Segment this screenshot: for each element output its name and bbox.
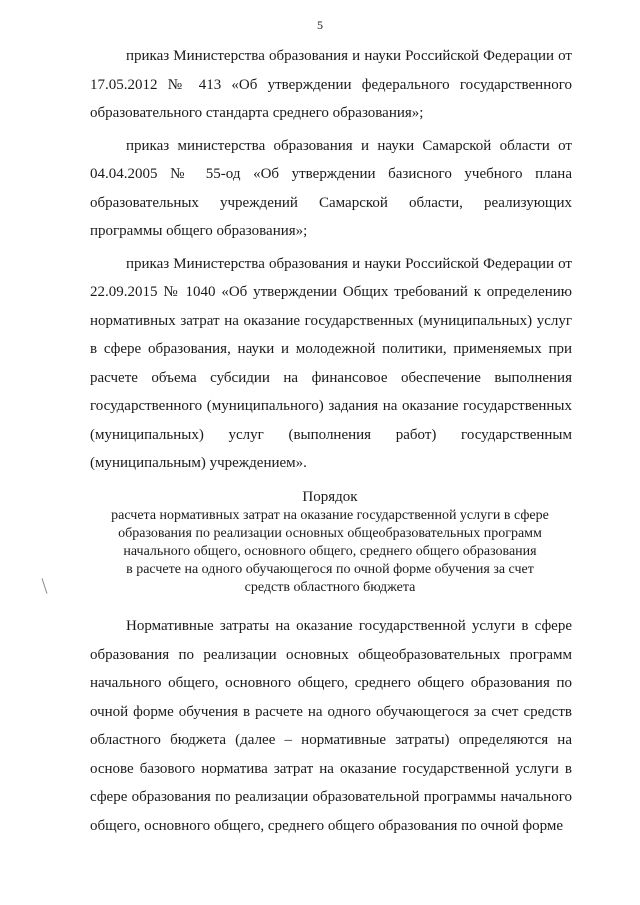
margin-mark [42,578,48,594]
section-subtitle: расчета нормативных затрат на оказание государственной услуги в сфере образования по реализации основных общеобразовательных программ начального общего, основного общего, среднего общего образования в расчете на одного обучающегося по очной форме обучения за счет средств областного бюджета [111,508,549,595]
reference-paragraph: приказ Министерства образования и науки Российской Федерации от 17.05.2012 № 413 «Об утверждении федерального государственного образовательного стандарта среднего образования»; [90,48,572,121]
body-paragraph: Нормативные затраты на оказание государственной услуги в сфере образования по реализации основных общеобразовательных программ начального общего, основного общего, среднего общего образования по очной форме обучения в расчете на одного обучающегося за счет средств областного бюджета (далее – нормативные затраты) определяются на основе базового норматива затрат на оказание государственной услуги в сфере образования по реализации образовательной программы начального общего, основного общего, среднего общего образования по очной форме [90,618,572,834]
body-block [90,612,572,840]
page-number: 5 [317,18,323,32]
reference-paragraph: приказ Министерства образования и науки Российской Федерации от 22.09.2015 № 1040 «Об утверждении Общих требований к определению нормативных затрат на оказание государственных (муниципальных) услуг в сфере образования, науки и молодежной политики, применяемых при расчете объема субсидии на финансовое обеспечение выполнения государственного (муниципального) задания на оказание государственных (муниципальных) услуг (выполнения работ) государственным (муниципальным) учреждением». [90,255,572,471]
references-block [90,42,572,482]
section-title: Порядок [302,489,358,505]
reference-paragraph: приказ министерства образования и науки Самарской области от 04.04.2005 № 55-од «Об утверждении базисного учебного плана образовательных учреждений Самарской области, реализующих программы общего образования»; [90,137,572,239]
section-heading [80,487,580,597]
